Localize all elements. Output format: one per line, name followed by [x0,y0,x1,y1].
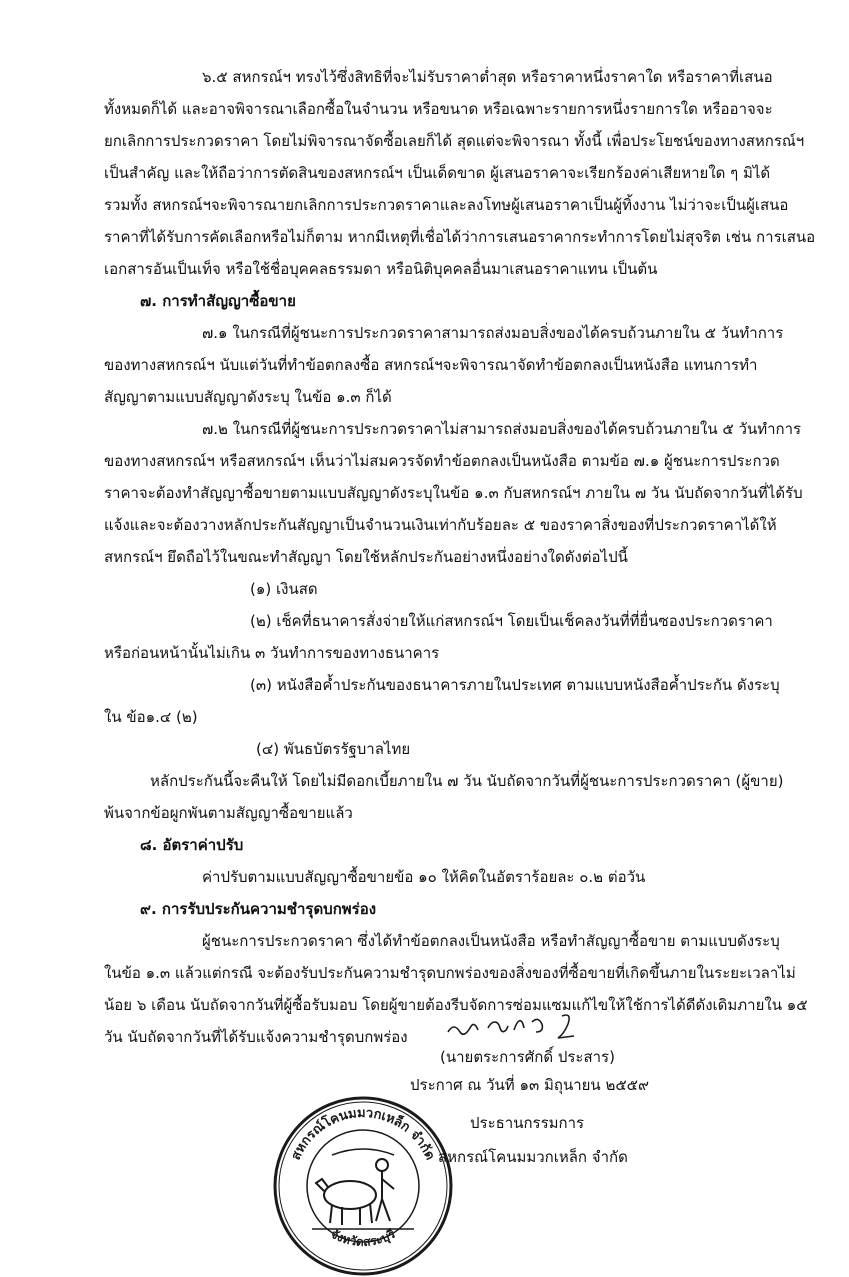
clause-6-5-line-7: เอกสารอันเป็นเท็จ หรือใช้ชื่อบุคคลธรรมดา หรือนิติบุคคลอื่นมาเสนอราคาแทน เป็นต้น [104,260,658,278]
signer-position: ประธานกรรมการ [470,1114,585,1132]
guarantee-item-2-line-1: (๒) เช็คที่ธนาคารสั่งจ่ายให้แก่สหกรณ์ฯ โดยเป็นเช็คลงวันที่ที่ยื่นซองประกวดราคา [250,612,773,630]
clause-6-5-line-1: ๖.๕ สหกรณ์ฯ ทรงไว้ซึ่งสิทธิที่จะไม่รับราคาต่ำสุด หรือราคาหนึ่งราคาใด หรือราคาที่เสนอ [202,68,773,86]
clause-7-2-line-4: แจ้งและจะต้องวางหลักประกันสัญญาเป็นจำนวนเงินเท่ากับร้อยละ ๕ ของราคาสิ่งของที่ประกวดราคาได้ให้ [104,516,777,534]
clause-9-line-4: วัน นับถัดจากวันที่ได้รับแจ้งความชำรุดบกพร่อง [104,1028,408,1046]
clause-6-5-line-3: ยกเลิกการประกวดราคา โดยไม่พิจารณาจัดซื้อเลยก็ได้ สุดแต่จะพิจารณา ทั้งนี้ เพื่อประโยชน์ของทางสหกรณ์ฯ [104,132,805,150]
guarantee-item-1: (๑) เงินสด [250,580,318,598]
section-9-heading: ๙. การรับประกันความชำรุดบกพร่อง [140,900,377,918]
clause-7-1-line-2: ของทางสหกรณ์ฯ นับแต่วันที่ทำข้อตกลงซื้อ สหกรณ์ฯจะพิจารณาจัดทำข้อตกลงเป็นหนังสือ แทนการทำ [104,356,758,374]
seal-bottom-text: จังหวัดสระบุรี [328,1226,398,1250]
signer-name: (นายตระการศักดิ์ ประสาร) [440,1048,615,1066]
seal-emblem-icon [312,1149,414,1229]
clause-7-2-line-5: สหกรณ์ฯ ยึดถือไว้ในขณะทำสัญญา โดยใช้หลักประกันอย่างหนึ่งอย่างใดดังต่อไปนี้ [104,548,628,566]
guarantee-item-4: (๔) พันธบัตรรัฐบาลไทย [256,740,411,758]
signer-organization: สหกรณ์โคนมมวกเหล็ก จำกัด [438,1148,628,1166]
handwritten-signature [440,1008,590,1044]
section-8-heading: ๘. อัตราค่าปรับ [140,836,244,854]
clause-6-5-line-4: เป็นสำคัญ และให้ถือว่าการตัดสินของสหกรณ์ฯ เป็นเด็ดขาด ผู้เสนอราคาจะเรียกร้องค่าเสียหายใด ๆ มิได้ [104,164,771,182]
clause-8-line-1: ค่าปรับตามแบบสัญญาซื้อขายข้อ ๑๐ ให้คิดในอัตราร้อยละ ๐.๒ ต่อวัน [202,868,646,886]
guarantee-item-3-line-1: (๓) หนังสือค้ำประกันของธนาคารภายในประเทศ ตามแบบหนังสือค้ำประกัน ดังระบุ [250,676,780,694]
clause-7-2-line-2: ของทางสหกรณ์ฯ หรือสหกรณ์ฯ เห็นว่าไม่สมควรจัดทำข้อตกลงเป็นหนังสือ ตามข้อ ๗.๑ ผู้ชนะการประกวด [104,452,780,470]
clause-9-line-2: ในข้อ ๑.๓ แล้วแต่กรณี จะต้องรับประกันความชำรุดบกพร่องของสิ่งของที่ซื้อขายที่เกิดขึ้นภายในระยะเวลาไม่ [104,964,796,982]
guarantee-item-2-line-2: หรือก่อนหน้านั้นไม่เกิน ๓ วันทำการของทางธนาคาร [104,644,440,662]
announcement-date: ประกาศ ณ วันที่ ๑๓ มิถุนายน ๒๕๕๙ [410,1076,650,1094]
clause-6-5-line-6: ราคาที่ได้รับการคัดเลือกหรือไม่ก็ตาม หากมีเหตุที่เชื่อได้ว่าการเสนอราคากระทำการโดยไม่สุจริต เช่น การเสนอ [104,228,816,246]
clause-7-1-line-1: ๗.๑ ในกรณีที่ผู้ชนะการประกวดราคาสามารถส่งมอบสิ่งของได้ครบถ้วนภายใน ๕ วันทำการ [202,324,784,342]
guarantee-return-line-1: หลักประกันนี้จะคืนให้ โดยไม่มีดอกเบี้ยภายใน ๗ วัน นับถัดจากวันที่ผู้ชนะการประกวดราคา (ผู้ขาย) [150,772,784,790]
clause-7-2-line-3: ราคาจะต้องทำสัญญาซื้อขายตามแบบสัญญาดังระบุในข้อ ๑.๓ กับสหกรณ์ฯ ภายใน ๗ วัน นับถัดจากวันที่ได้รับ [104,484,803,502]
seal-top-text: สหกรณ์โคนมมวกเหล็ก จำกัด [288,1105,438,1163]
clause-7-1-line-3: สัญญาตามแบบสัญญาดังระบุ ในข้อ ๑.๓ ก็ได้ [104,388,392,406]
section-7-heading: ๗. การทำสัญญาซื้อขาย [140,292,296,310]
clause-9-line-1: ผู้ชนะการประกวดราคา ซึ่งได้ทำข้อตกลงเป็นหนังสือ หรือทำสัญญาซื้อขาย ตามแบบดังระบุ [202,932,780,950]
cooperative-seal [272,1095,454,1277]
guarantee-return-line-2: พ้นจากข้อผูกพันตามสัญญาซื้อขายแล้ว [104,804,353,822]
clause-6-5-line-5: รวมทั้ง สหกรณ์ฯจะพิจารณายกเลิกการประกวดราคาและลงโทษผู้เสนอราคาเป็นผู้ทิ้งงาน ไม่ว่าจะเป็นผู้เสนอ [104,196,789,214]
clause-7-2-line-1: ๗.๒ ในกรณีที่ผู้ชนะการประกวดราคาไม่สามารถส่งมอบสิ่งของได้ครบถ้วนภายใน ๕ วันทำการ [202,420,802,438]
clause-6-5-line-2: ทั้งหมดก็ได้ และอาจพิจารณาเลือกซื้อในจำนวน หรือขนาด หรือเฉพาะรายการหนึ่งรายการใด หรืออาจจะ [104,100,773,118]
clause-9-line-3: น้อย ๖ เดือน นับถัดจากวันที่ผู้ซื้อรับมอบ โดยผู้ขายต้องรีบจัดการซ่อมแซมแก้ไขให้ใช้การได้ดีดังเดิมภายใน ๑๕ [104,996,808,1014]
guarantee-item-3-line-2: ใน ข้อ๑.๔ (๒) [104,708,198,726]
